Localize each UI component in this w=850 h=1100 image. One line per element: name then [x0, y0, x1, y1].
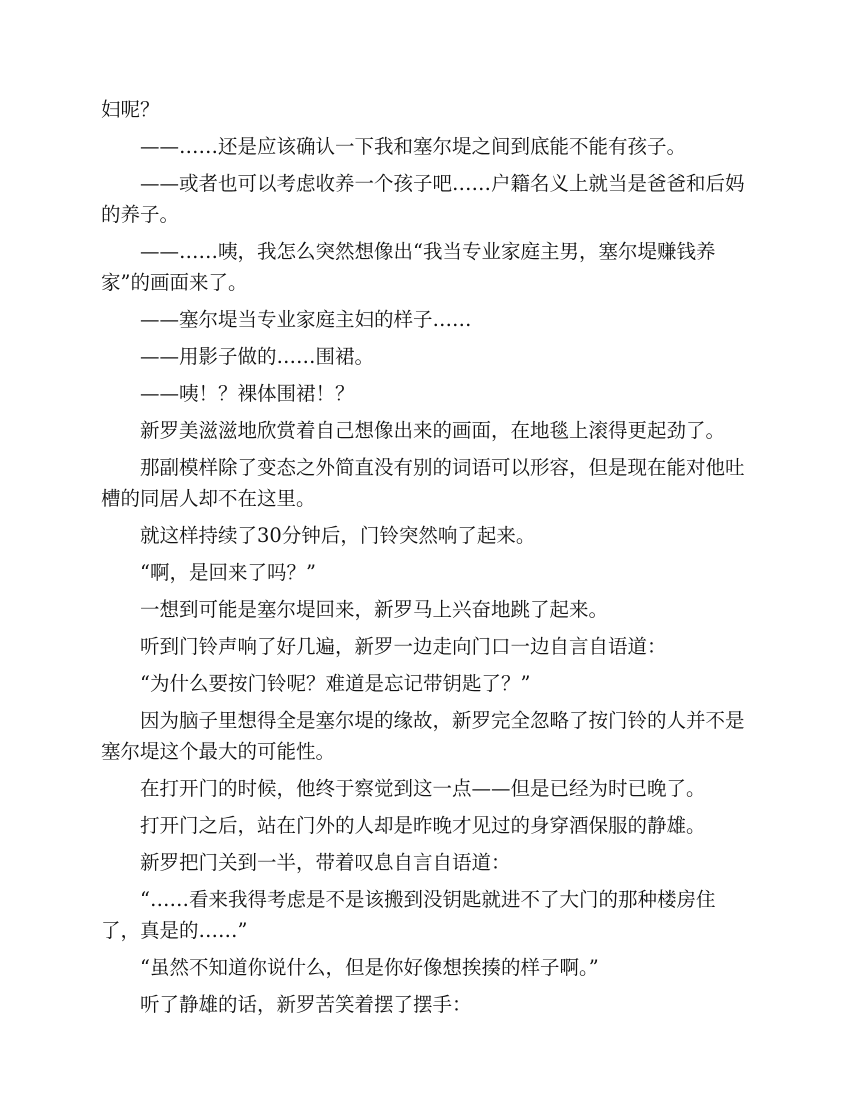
paragraph: 因为脑子里想得全是塞尔堤的缘故，新罗完全忽略了按门铃的人并不是塞尔堤这个最大的可能性。 — [101, 709, 745, 763]
paragraph: ——咦！？裸体围裙！？ — [140, 382, 355, 405]
paragraph: ——塞尔堤当专业家庭主妇的样子…… — [140, 308, 472, 331]
paragraph: “为什么要按门铃呢？难道是忘记带钥匙了？” — [140, 672, 531, 695]
paragraph: 就这样持续了30分钟后，门铃突然响了起来。 — [140, 524, 536, 547]
paragraph: ——用影子做的……围裙。 — [140, 345, 375, 368]
paragraph: ——……还是应该确认一下我和塞尔堤之间到底能不能有孩子。 — [140, 135, 687, 158]
paragraph: “虽然不知道你说什么，但是你好像想挨揍的样子啊。” — [140, 956, 599, 979]
paragraph: 妇呢？ — [101, 98, 160, 121]
paragraph: “……看来我得考虑是不是该搬到没钥匙就进不了大门的那种楼房住了，真是的……” — [101, 888, 716, 942]
paragraph: “啊，是回来了吗？” — [140, 561, 316, 584]
paragraph: 打开门之后，站在门外的人却是昨晚才见过的身穿酒保服的静雄。 — [140, 814, 706, 837]
paragraph: 听到门铃声响了好几遍，新罗一边走向门口一边自言自语道： — [140, 635, 667, 658]
paragraph: 新罗把门关到一半，带着叹息自言自语道： — [140, 851, 511, 874]
paragraph: 那副模样除了变态之外简直没有别的词语可以形容，但是现在能对他吐槽的同居人却不在这里。 — [101, 456, 745, 510]
paragraph: ——……咦，我怎么突然想像出“我当专业家庭主男，塞尔堤赚钱养家”的画面来了。 — [101, 240, 716, 294]
document-page — [101, 94, 749, 1026]
paragraph: 听了静雄的话，新罗苦笑着摆了摆手： — [140, 993, 472, 1016]
paragraph: 新罗美滋滋地欣赏着自己想像出来的画面，在地毯上滚得更起劲了。 — [140, 419, 726, 442]
paragraph: 一想到可能是塞尔堤回来，新罗马上兴奋地跳了起来。 — [140, 598, 609, 621]
paragraph: ——或者也可以考虑收养一个孩子吧……户籍名义上就当是爸爸和后妈的养子。 — [101, 172, 745, 226]
paragraph: 在打开门的时候，他终于察觉到这一点——但是已经为时已晚了。 — [140, 777, 706, 800]
